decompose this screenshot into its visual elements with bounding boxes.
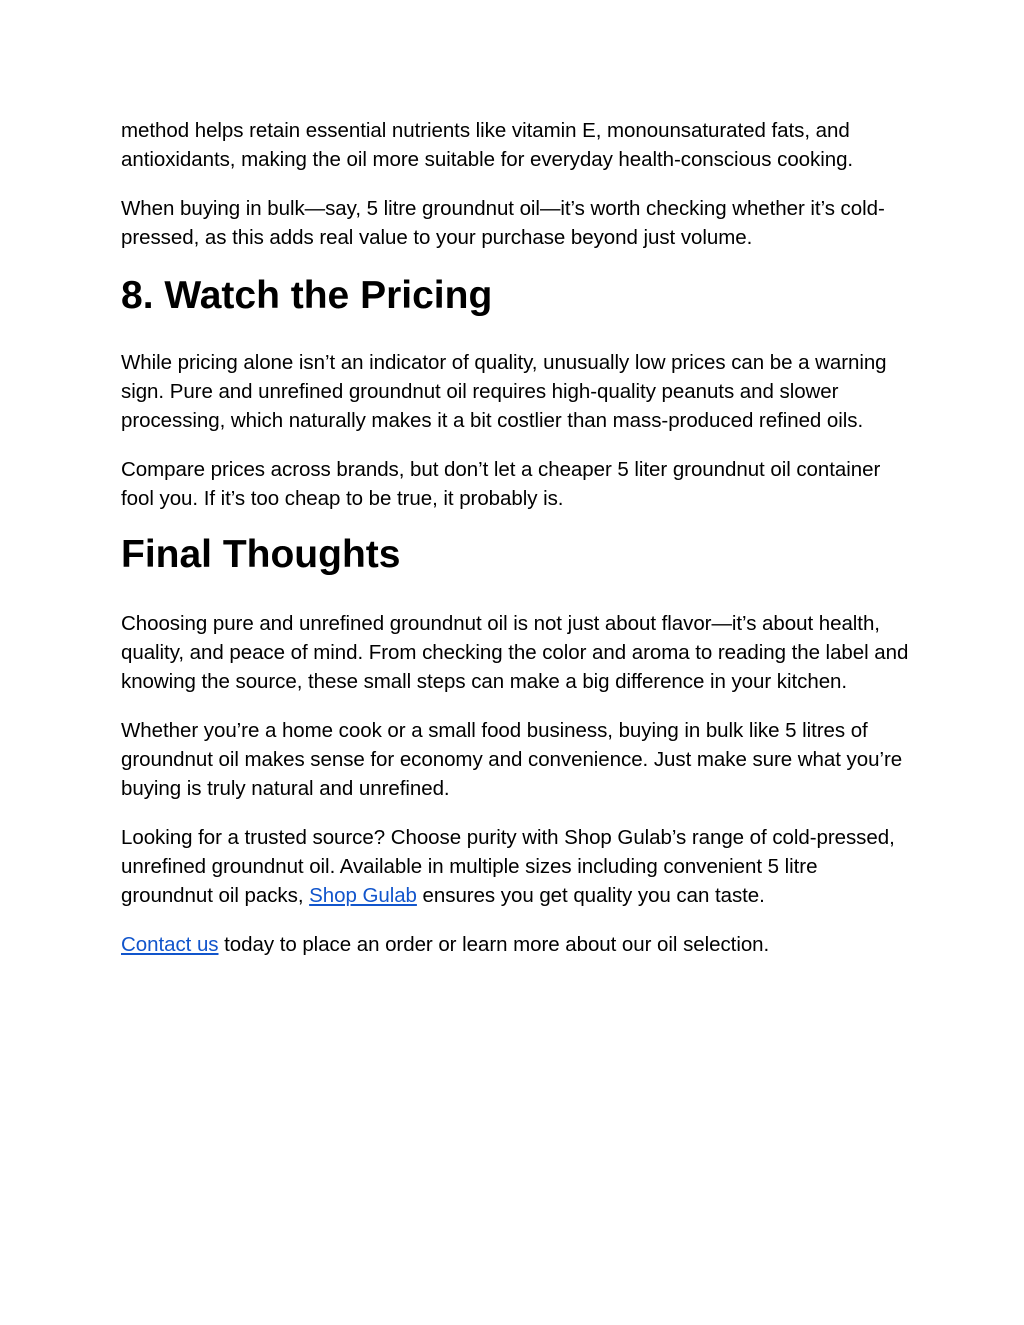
final-paragraph-2: Whether you’re a home cook or a small food business, buying in bulk like 5 litres of groundnut oil makes sense for economy and convenience. Just make sure what you’re buying is truly natural and unrefined. (121, 719, 903, 800)
document-page (121, 116, 911, 979)
final-paragraph-3 (121, 823, 911, 910)
shop-gulab-link[interactable]: Shop Gulab (309, 884, 417, 907)
intro-paragraph-1: method helps retain essential nutrients like vitamin E, monounsaturated fats, and antioxidants, making the oil more suitable for everyday health-conscious cooking. (121, 119, 854, 171)
intro-paragraph-2: When buying in bulk—say, 5 litre groundnut oil—it’s worth checking whether it’s cold-pressed, as this adds real value to your purchase beyond just volume. (121, 197, 885, 249)
contact-us-link[interactable]: Contact us (121, 933, 219, 956)
final-thoughts-heading: Final Thoughts (121, 533, 401, 576)
pricing-paragraph-2: Compare prices across brands, but don’t let a cheaper 5 liter groundnut oil container fool you. If it’s too cheap to be true, it probably is. (121, 458, 881, 510)
pricing-paragraph-1: While pricing alone isn’t an indicator of quality, unusually low prices can be a warning sign. Pure and unrefined groundnut oil requires high-quality peanuts and slower processing, which naturally makes it a bit costlier than mass-produced refined oils. (121, 351, 887, 432)
final-paragraph-1: Choosing pure and unrefined groundnut oil is not just about flavor—it’s about health, quality, and peace of mind. From checking the color and aroma to reading the label and knowing the source, these small steps can make a big difference in your kitchen. (121, 612, 909, 693)
pricing-heading: 8. Watch the Pricing (121, 274, 493, 317)
final-paragraph-3-text-after: ensures you get quality you can taste. (416, 884, 765, 907)
final-paragraph-4-text-after: today to place an order or learn more about our oil selection. (218, 933, 770, 956)
final-paragraph-3-text-before: Looking for a trusted source? Choose purity with Shop Gulab’s range of cold-pressed, unrefined groundnut oil. Available in multiple sizes including convenient 5 litre groundnut oil packs, (121, 826, 895, 907)
final-paragraph-4 (121, 930, 911, 959)
